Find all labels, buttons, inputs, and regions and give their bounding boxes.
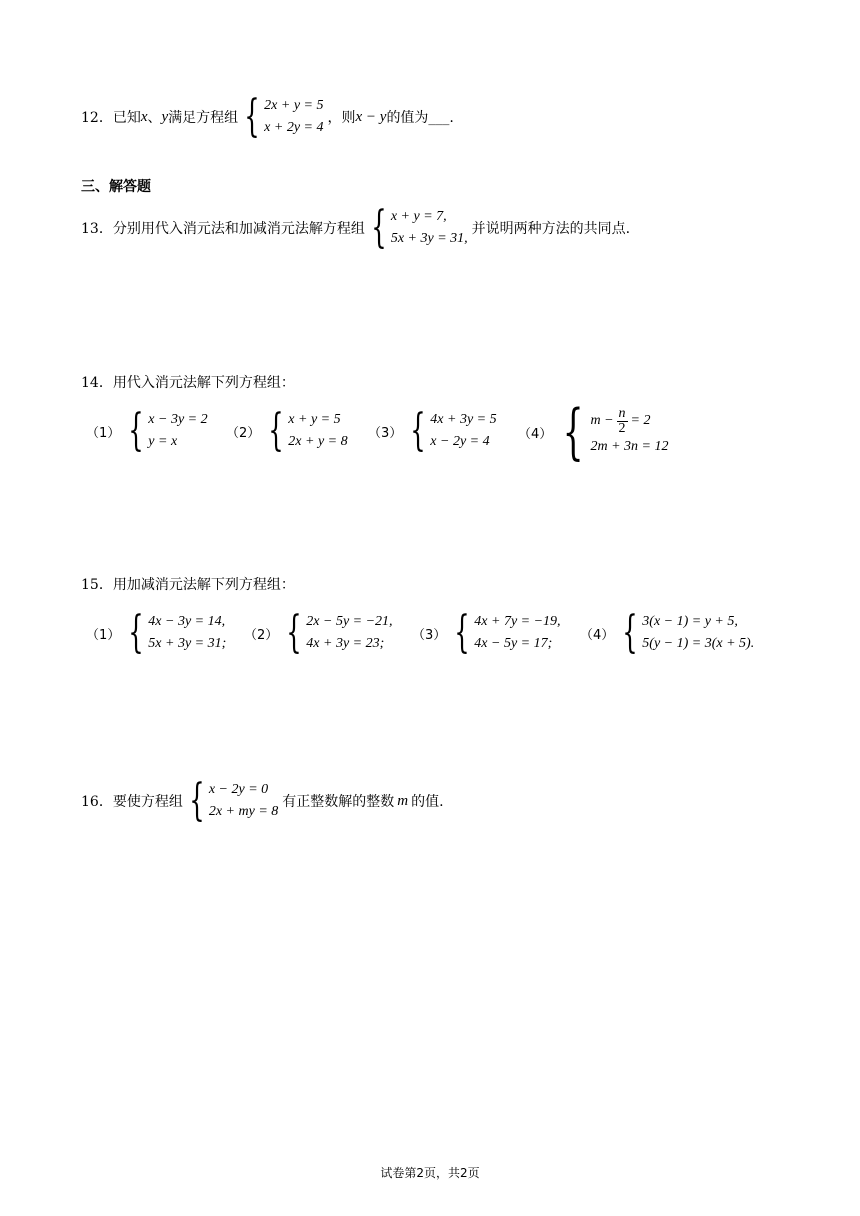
q14-part-2-label: （2） [226, 425, 261, 441]
fraction [617, 407, 628, 436]
q14-title: 14．用代入消元法解下列方程组： [81, 375, 295, 391]
q14-p3-eq2: x − 2y = 4 [430, 434, 490, 449]
q13-text-1: 分别用代入消元法和加减消元法解方程组 [112, 221, 365, 237]
q15-p1-eq2: 5x + 3y = 31; [148, 636, 227, 651]
q13-eq1: x + y = 7, [390, 209, 447, 224]
q14-part-3 [368, 405, 501, 456]
q15-p2-eq2: 4x + 3y = 23; [306, 636, 385, 651]
question-13 [81, 202, 631, 253]
q16-number: 16． [81, 794, 113, 810]
q14-part-1-label: （1） [86, 425, 121, 441]
q15-p1-eq1: 4x − 3y = 14, [148, 614, 226, 629]
q12-text-1: 已知 [112, 110, 141, 126]
q14-part-3-label: （3） [368, 425, 403, 441]
page-footer: 试卷第2页，共2页 [380, 1166, 480, 1180]
q14-p4-eq1-right: = 2 [630, 413, 651, 428]
question-16 [81, 775, 444, 826]
q16-text-2: 有正整数解的整数 [282, 794, 395, 810]
q15-part-1-label: （1） [86, 627, 121, 643]
q13-number: 13． [81, 221, 113, 237]
q14-p1-eq1: x − 3y = 2 [148, 412, 208, 427]
q12-text-4: 的值为___. [386, 110, 454, 126]
q12-expression: x − y [355, 108, 387, 125]
section-heading: 三、解答题 [81, 179, 151, 195]
q12-var-y: y [161, 108, 169, 125]
q14-p3-eq1: 4x + 3y = 5 [430, 412, 497, 427]
q14-part-4 [518, 397, 672, 467]
q15-p3-eq2: 4x − 5y = 17; [474, 636, 553, 651]
q15-p4-eq2: 5(y − 1) = 3(x + 5). [642, 636, 755, 651]
q13-text-2: 并说明两种方法的共同点. [471, 221, 631, 237]
left-brace: { [128, 405, 144, 456]
q16-eq2: 2x + my = 8 [208, 804, 279, 819]
left-brace: { [244, 91, 260, 142]
left-brace: { [268, 405, 284, 456]
q12-equation-system [242, 91, 324, 142]
q16-equation-system [187, 775, 279, 826]
q15-part-2-label: （2） [244, 627, 279, 643]
left-brace: { [286, 607, 302, 658]
q15-p2-eq1: 2x − 5y = −21, [306, 614, 393, 629]
q15-title: 15．用加减消元法解下列方程组： [81, 577, 295, 593]
q15-part-4-label: （4） [580, 627, 615, 643]
q16-var-m: m [397, 792, 409, 809]
q12-text-2: 满足方程组 [168, 110, 239, 126]
q14-p4-eq1 [590, 407, 668, 436]
q14-p4-eq1-left: m − [590, 413, 614, 428]
q12-text-3: ，则 [327, 110, 356, 126]
q12-separator: 、 [147, 110, 162, 126]
q15-part-3 [412, 607, 565, 658]
question-12 [81, 91, 454, 142]
left-brace: { [622, 607, 638, 658]
q14-p4-eq2: 2m + 3n = 12 [590, 438, 669, 454]
q15-p3-eq1: 4x + 7y = −19, [474, 614, 561, 629]
q16-text-1: 要使方程组 [112, 794, 183, 810]
q15-part-1 [86, 607, 230, 658]
q14-part-2 [226, 405, 352, 456]
fraction-numerator: n [618, 405, 626, 421]
left-brace: { [454, 607, 470, 658]
left-brace: { [562, 397, 584, 467]
q16-text-3: 的值. [411, 794, 444, 810]
q13-equation-system [369, 202, 468, 253]
q15-part-2 [244, 607, 397, 658]
q16-eq1: x − 2y = 0 [208, 782, 269, 797]
left-brace: { [371, 202, 387, 253]
q15-part-3-label: （3） [412, 627, 447, 643]
q12-number: 12． [81, 110, 113, 126]
left-brace: { [410, 405, 426, 456]
q14-p1-eq2: y = x [148, 434, 178, 449]
q12-eq2: x + 2y = 4 [264, 120, 324, 135]
fraction-denominator: 2 [618, 420, 626, 436]
q15-p4-eq1: 3(x − 1) = y + 5, [642, 614, 738, 629]
left-brace: { [189, 775, 205, 826]
q14-part-1 [86, 405, 212, 456]
q14-part-4-label: （4） [518, 426, 553, 442]
q12-var-x: x [140, 108, 148, 125]
q14-p2-eq2: 2x + y = 8 [288, 434, 348, 449]
q13-eq2: 5x + 3y = 31, [390, 231, 468, 246]
q15-part-4 [580, 607, 758, 658]
q12-eq1: 2x + y = 5 [264, 98, 324, 113]
q14-p2-eq1: x + y = 5 [288, 412, 341, 427]
left-brace: { [128, 607, 144, 658]
